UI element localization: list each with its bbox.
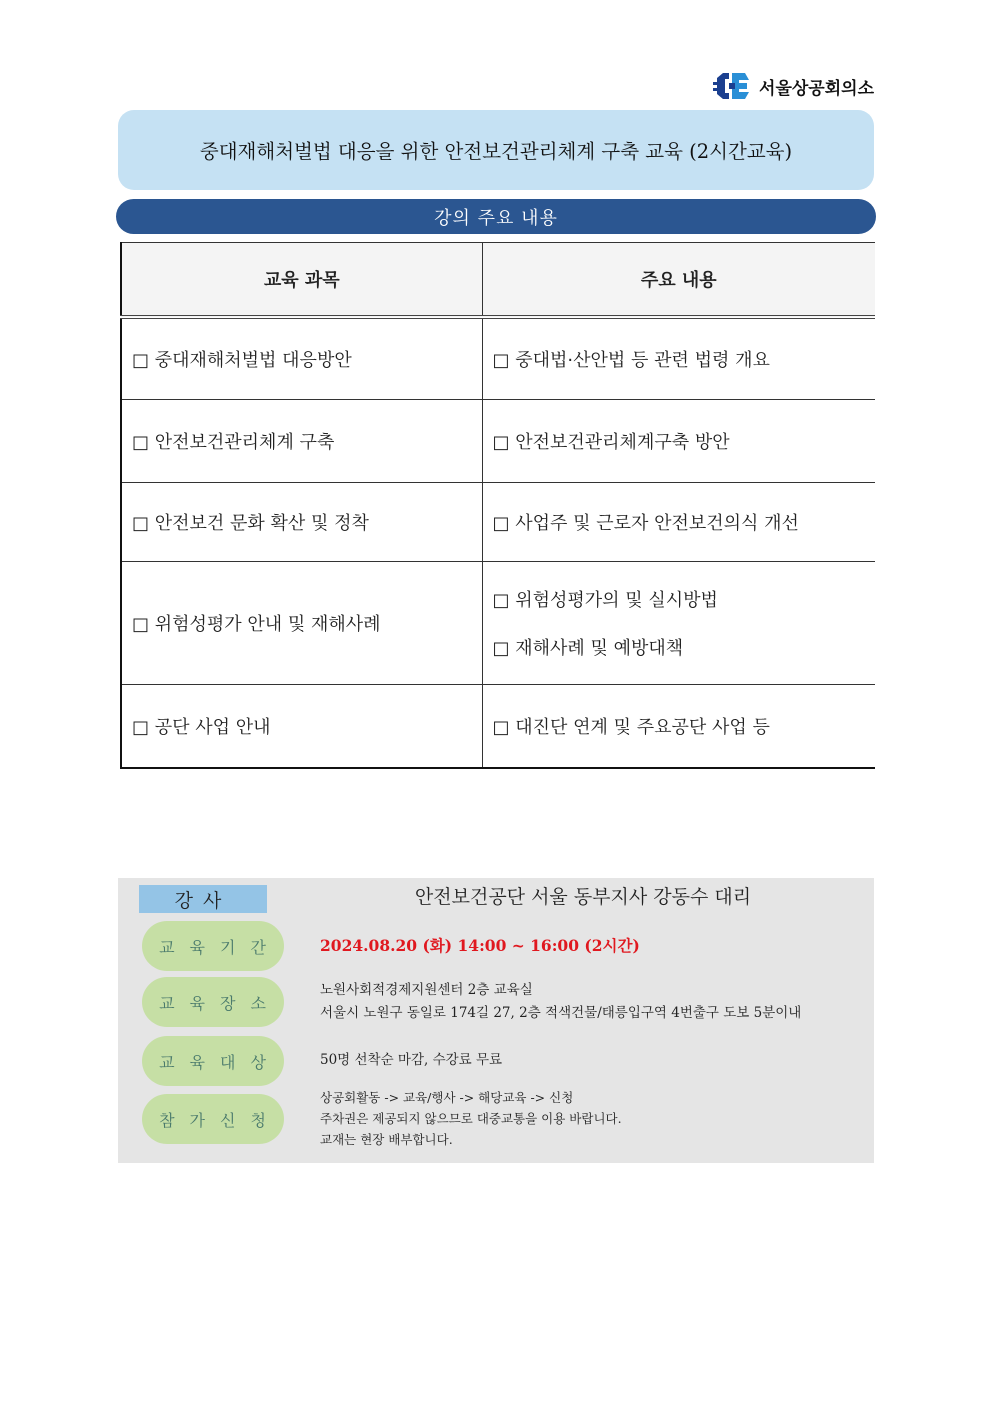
header-logo [713, 70, 874, 102]
content-cell [482, 562, 875, 685]
content-cell: □ 안전보건관리체계구축 방안 [482, 400, 875, 483]
subject-cell: □ 안전보건 문화 확산 및 정착 [121, 483, 482, 562]
place-label: 교육장소 [142, 977, 284, 1027]
page-title: 중대재해처벌법 대응을 위한 안전보건관리체계 구축 교육 (2시간교육) [199, 140, 793, 163]
apply-label: 참가신청 [142, 1094, 284, 1144]
content-line: □ 위험성평가의 및 실시방법 [492, 590, 718, 611]
content-line: □ 재해사례 및 예방대책 [492, 638, 684, 659]
org-name: 서울상공회의소 [759, 78, 874, 99]
column-header-subject: 교육 과목 [121, 243, 482, 318]
table-row [121, 400, 875, 483]
subject-cell: □ 공단 사업 안내 [121, 685, 482, 769]
apply-line: 상공회활동 -> 교육/행사 -> 해당교육 -> 신청 [320, 1090, 574, 1105]
content-cell: □ 중대법·산안법 등 관련 법령 개요 [482, 317, 875, 400]
column-header-content: 주요 내용 [482, 243, 875, 318]
target-value: 50명 선착순 마감, 수강료 무료 [320, 1052, 503, 1068]
period-value: 2024.08.20 (화) 14:00 ~ 16:00 (2시간) [320, 936, 640, 955]
table-header-row [121, 243, 875, 318]
place-line: 서울시 노원구 동일로 174길 27, 2층 적색건물/태릉입구역 4번출구 도보 5분이내 [320, 1005, 802, 1021]
title-banner [118, 110, 874, 190]
table-row [121, 685, 875, 769]
content-cell: □ 사업주 및 근로자 안전보건의식 개선 [482, 483, 875, 562]
subject-cell: □ 위험성평가 안내 및 재해사례 [121, 562, 482, 685]
subject-cell: □ 중대재해처벌법 대응방안 [121, 317, 482, 400]
place-line: 노원사회적경제지원센터 2층 교육실 [320, 982, 533, 998]
instructor-label: 강사 [139, 885, 267, 913]
period-label: 교육기간 [142, 921, 284, 971]
chamber-logo-icon [713, 70, 751, 102]
section-heading: 강의 주요 내용 [434, 207, 558, 229]
table-row [121, 562, 875, 685]
apply-value [320, 1087, 622, 1150]
info-panel [118, 878, 874, 1163]
target-label: 교육대상 [142, 1036, 284, 1086]
instructor-value: 안전보건공단 서울 동부지사 강동수 대리 [414, 886, 752, 908]
table-row [121, 483, 875, 562]
table-row [121, 317, 875, 400]
apply-line: 교재는 현장 배부합니다. [320, 1132, 453, 1147]
content-cell: □ 대진단 연계 및 주요공단 사업 등 [482, 685, 875, 769]
section-heading-bar [116, 199, 876, 234]
subject-cell: □ 안전보건관리체계 구축 [121, 400, 482, 483]
apply-line: 주차권은 제공되지 않으므로 대중교통을 이용 바랍니다. [320, 1111, 622, 1126]
place-value [320, 979, 801, 1025]
course-table [120, 242, 875, 769]
